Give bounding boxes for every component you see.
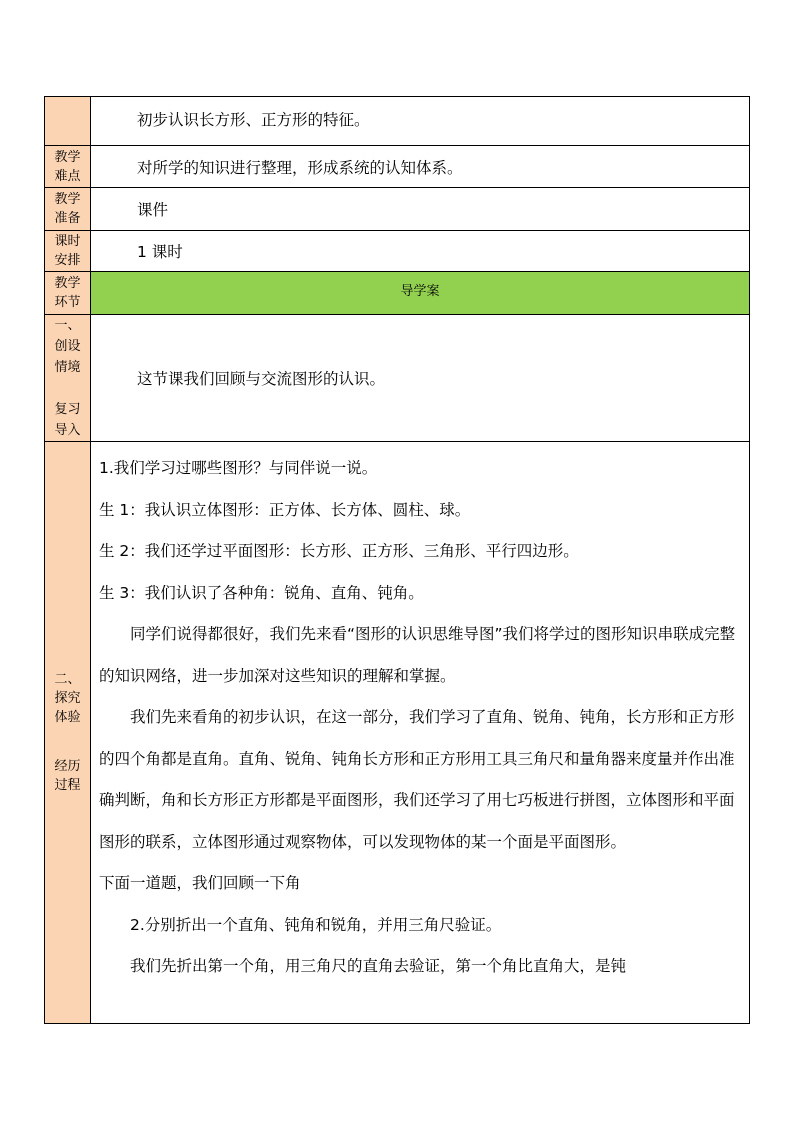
- banner-text: 导学案: [400, 283, 440, 299]
- label-line: 课时: [54, 234, 81, 249]
- label-line: 安排: [54, 253, 81, 268]
- row-label: [45, 272, 91, 315]
- row-content: [91, 442, 750, 1024]
- section1-text: 这节课我们回顾与交流图形的认识。: [137, 370, 386, 388]
- label-line: 过程: [54, 778, 81, 793]
- paragraph: 我们先折出第一个角，用三角尺的直角去验证，第一个角比直角大，是钝: [130, 957, 627, 975]
- row-banner: [45, 272, 750, 315]
- paragraph: 同学们说得都很好，我们先来看“图形的认识思维导图”我们将学过的图形知识串联成完整的知识网络，进一步加深对这些知识的理解和掌握。: [99, 625, 736, 685]
- row-content: [91, 231, 750, 272]
- label-line: 经历: [54, 759, 81, 774]
- row-time: [45, 231, 750, 272]
- label-spacer: [45, 727, 90, 757]
- lesson-plan-table: [44, 96, 750, 1024]
- label-line: 探究: [54, 691, 81, 706]
- row-difficulty: [45, 146, 750, 188]
- row-label: [45, 315, 91, 442]
- label-line: 教学: [54, 276, 81, 291]
- label-line: 难点: [54, 168, 81, 184]
- row-content: [91, 97, 750, 146]
- row-label: [45, 146, 91, 188]
- paragraph: 生 2：我们还学过平面图形：长方形、正方形、三角形、平行四边形。: [99, 542, 579, 560]
- row-content: [91, 188, 750, 231]
- paragraph: 生 1：我认识立体图形：正方体、长方体、圆柱、球。: [99, 500, 471, 519]
- row-label: [45, 231, 91, 272]
- label-line: 环节: [54, 295, 81, 310]
- label-line: 导入: [54, 423, 81, 438]
- paragraph: 生 3：我们认识了各种角：锐角、直角、钝角。: [99, 583, 424, 602]
- paragraph: 2.分别折出一个直角、钝角和锐角，并用三角尺验证。: [130, 915, 502, 934]
- row-section2: [45, 442, 750, 1024]
- label-line: 创设: [54, 339, 81, 354]
- label-line: 教学: [54, 192, 81, 207]
- row-label: [45, 188, 91, 231]
- label-line: 情境: [54, 360, 81, 375]
- focus-text: 初步认识长方形、正方形的特征。: [137, 111, 370, 129]
- label-line: 教学: [54, 149, 81, 165]
- row-label-empty: [45, 97, 91, 146]
- paragraph: 1.我们学习过哪些图形？与同伴说一说。: [99, 459, 378, 477]
- label-line: 体验: [54, 710, 81, 725]
- paragraph: 下面一道题，我们回顾一下角: [99, 874, 301, 892]
- time-text: 1 课时: [137, 243, 183, 261]
- difficulty-text: 对所学的知识进行整理，形成系统的认知体系。: [137, 158, 463, 177]
- row-focus: [45, 97, 750, 146]
- row-content: [91, 315, 750, 442]
- label-line: 一、: [54, 318, 81, 333]
- label-line: 准备: [54, 211, 81, 226]
- label-line: 复习: [54, 402, 81, 417]
- prep-text: 课件: [137, 201, 169, 219]
- label-line: 二、: [54, 672, 81, 687]
- row-content: [91, 146, 750, 188]
- row-label: [45, 442, 91, 1024]
- row-prep: [45, 188, 750, 231]
- paragraph: 我们先来看角的初步认识，在这一部分，我们学习了直角、锐角、钝角，长方形和正方形的四个角都是直角。直角、锐角、钝角长方形和正方形用工具三角尺和量角器来度量并作出准确判断，角和长方形正方形都是平面图形，我们还学习了用七巧板进行拼图，立体图形和平面图形的联系，立体图形通过观察物体，可以发现物体的某一个面是平面图形。: [99, 708, 735, 851]
- banner-cell: [91, 272, 750, 315]
- label-spacer: [45, 378, 90, 399]
- section2-body: [91, 442, 749, 988]
- row-section1: [45, 315, 750, 442]
